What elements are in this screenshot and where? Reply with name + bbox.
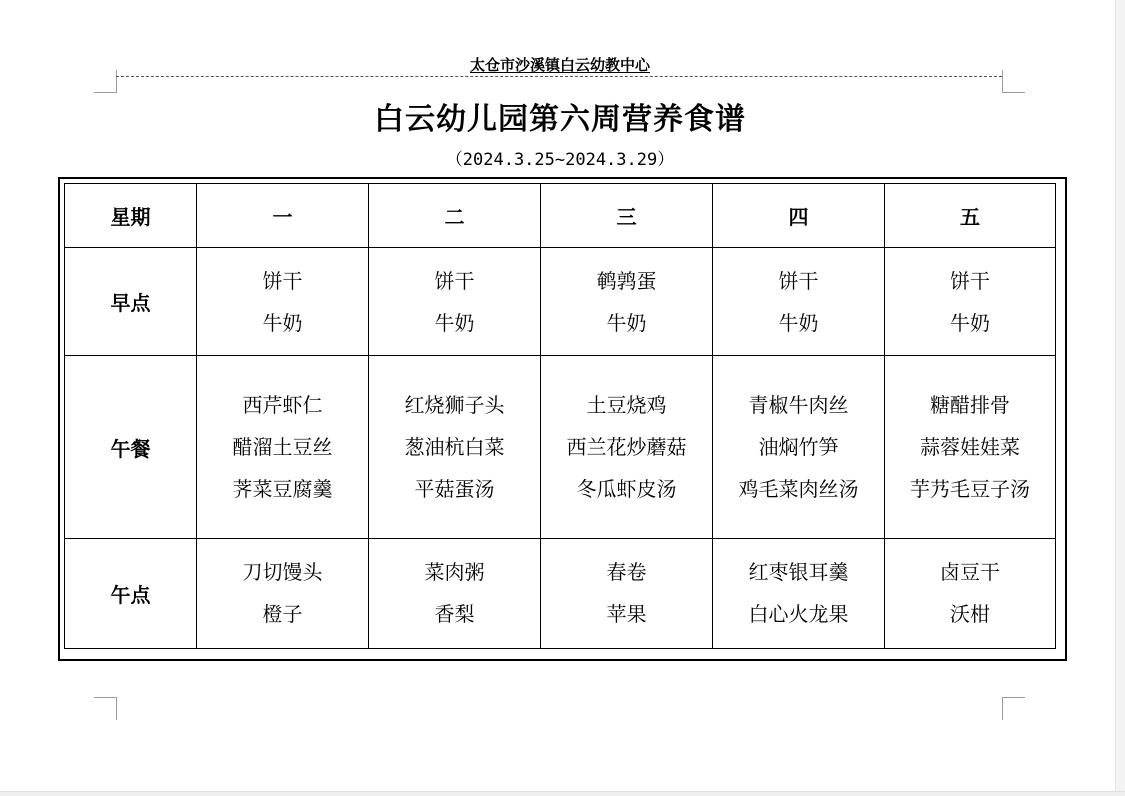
dish-item: 红枣银耳羹 (748, 560, 849, 585)
dish-item: 荠菜豆腐羹 (232, 477, 333, 502)
dish-item: 刀切馒头 (242, 560, 323, 585)
meal-label: 午餐 (65, 356, 197, 538)
menu-cell (713, 538, 885, 648)
menu-cell (369, 538, 541, 648)
dish-item: 西兰花炒蘑菇 (566, 435, 687, 460)
meal-label: 午点 (65, 538, 197, 648)
table-row-lunch (65, 356, 1056, 538)
vertical-scrollbar-track[interactable] (1115, 0, 1125, 796)
page-header-organization: 太仓市沙溪镇白云幼教中心 (469, 56, 650, 74)
menu-cell (369, 356, 541, 538)
crop-mark-bottom-right (1002, 697, 1025, 720)
day-header: 二 (369, 184, 541, 248)
menu-table (64, 183, 1056, 649)
dish-item: 鸡毛菜肉丝汤 (738, 477, 859, 502)
menu-cell (885, 538, 1056, 648)
day-header: 一 (197, 184, 369, 248)
dish-item: 平菇蛋汤 (414, 477, 495, 502)
meal-label: 早点 (65, 248, 197, 356)
menu-table-frame (58, 177, 1067, 661)
corner-header: 星期 (65, 184, 197, 248)
dish-item: 牛奶 (606, 310, 647, 335)
dish-item: 饼干 (778, 268, 819, 293)
dish-item: 香梨 (434, 602, 475, 627)
menu-cell (369, 248, 541, 356)
menu-cell (541, 248, 713, 356)
header-divider (116, 76, 1002, 77)
dish-item: 饼干 (434, 268, 475, 293)
day-header: 五 (885, 184, 1056, 248)
dish-item: 蒜蓉娃娃菜 (920, 435, 1020, 460)
dish-item: 牛奶 (434, 310, 475, 335)
date-range: （2024.3.25~2024.3.29） (445, 150, 675, 170)
day-header: 四 (713, 184, 885, 248)
menu-cell (885, 248, 1056, 356)
dish-item: 春卷 (606, 560, 647, 585)
day-header: 三 (541, 184, 713, 248)
menu-cell (885, 356, 1056, 538)
dish-item: 醋溜土豆丝 (232, 435, 333, 460)
dish-item: 菜肉粥 (424, 560, 485, 585)
dish-item: 红烧狮子头 (404, 393, 505, 418)
dish-item: 冬瓜虾皮汤 (576, 477, 677, 502)
dish-item: 橙子 (262, 602, 303, 627)
menu-cell (197, 248, 369, 356)
dish-item: 牛奶 (950, 310, 990, 335)
dish-item: 葱油杭白菜 (404, 435, 505, 460)
dish-item: 糖醋排骨 (930, 393, 1010, 418)
dish-item: 土豆烧鸡 (586, 393, 667, 418)
dish-item: 油焖竹笋 (758, 435, 839, 460)
menu-cell (713, 356, 885, 538)
menu-cell (197, 538, 369, 648)
dish-item: 西芹虾仁 (242, 393, 323, 418)
dish-item: 苹果 (606, 602, 647, 627)
document-title: 白云幼儿园第六周营养食谱 (374, 102, 746, 137)
menu-cell (541, 538, 713, 648)
dish-item: 牛奶 (778, 310, 819, 335)
table-header-row (65, 184, 1056, 248)
dish-item: 饼干 (262, 268, 303, 293)
dish-item: 鹌鹑蛋 (596, 268, 657, 293)
dish-item: 白心火龙果 (748, 602, 849, 627)
menu-cell (197, 356, 369, 538)
crop-mark-bottom-left (94, 697, 117, 720)
dish-item: 饼干 (950, 268, 990, 293)
page-bottom-edge (0, 791, 1125, 796)
table-row-snack (65, 538, 1056, 648)
dish-item: 青椒牛肉丝 (748, 393, 849, 418)
menu-cell (541, 356, 713, 538)
dish-item: 沃柑 (950, 602, 990, 627)
dish-item: 牛奶 (262, 310, 303, 335)
dish-item: 卤豆干 (940, 560, 1000, 585)
table-row-breakfast (65, 248, 1056, 356)
dish-item: 芋艿毛豆子汤 (910, 477, 1030, 502)
menu-cell (713, 248, 885, 356)
